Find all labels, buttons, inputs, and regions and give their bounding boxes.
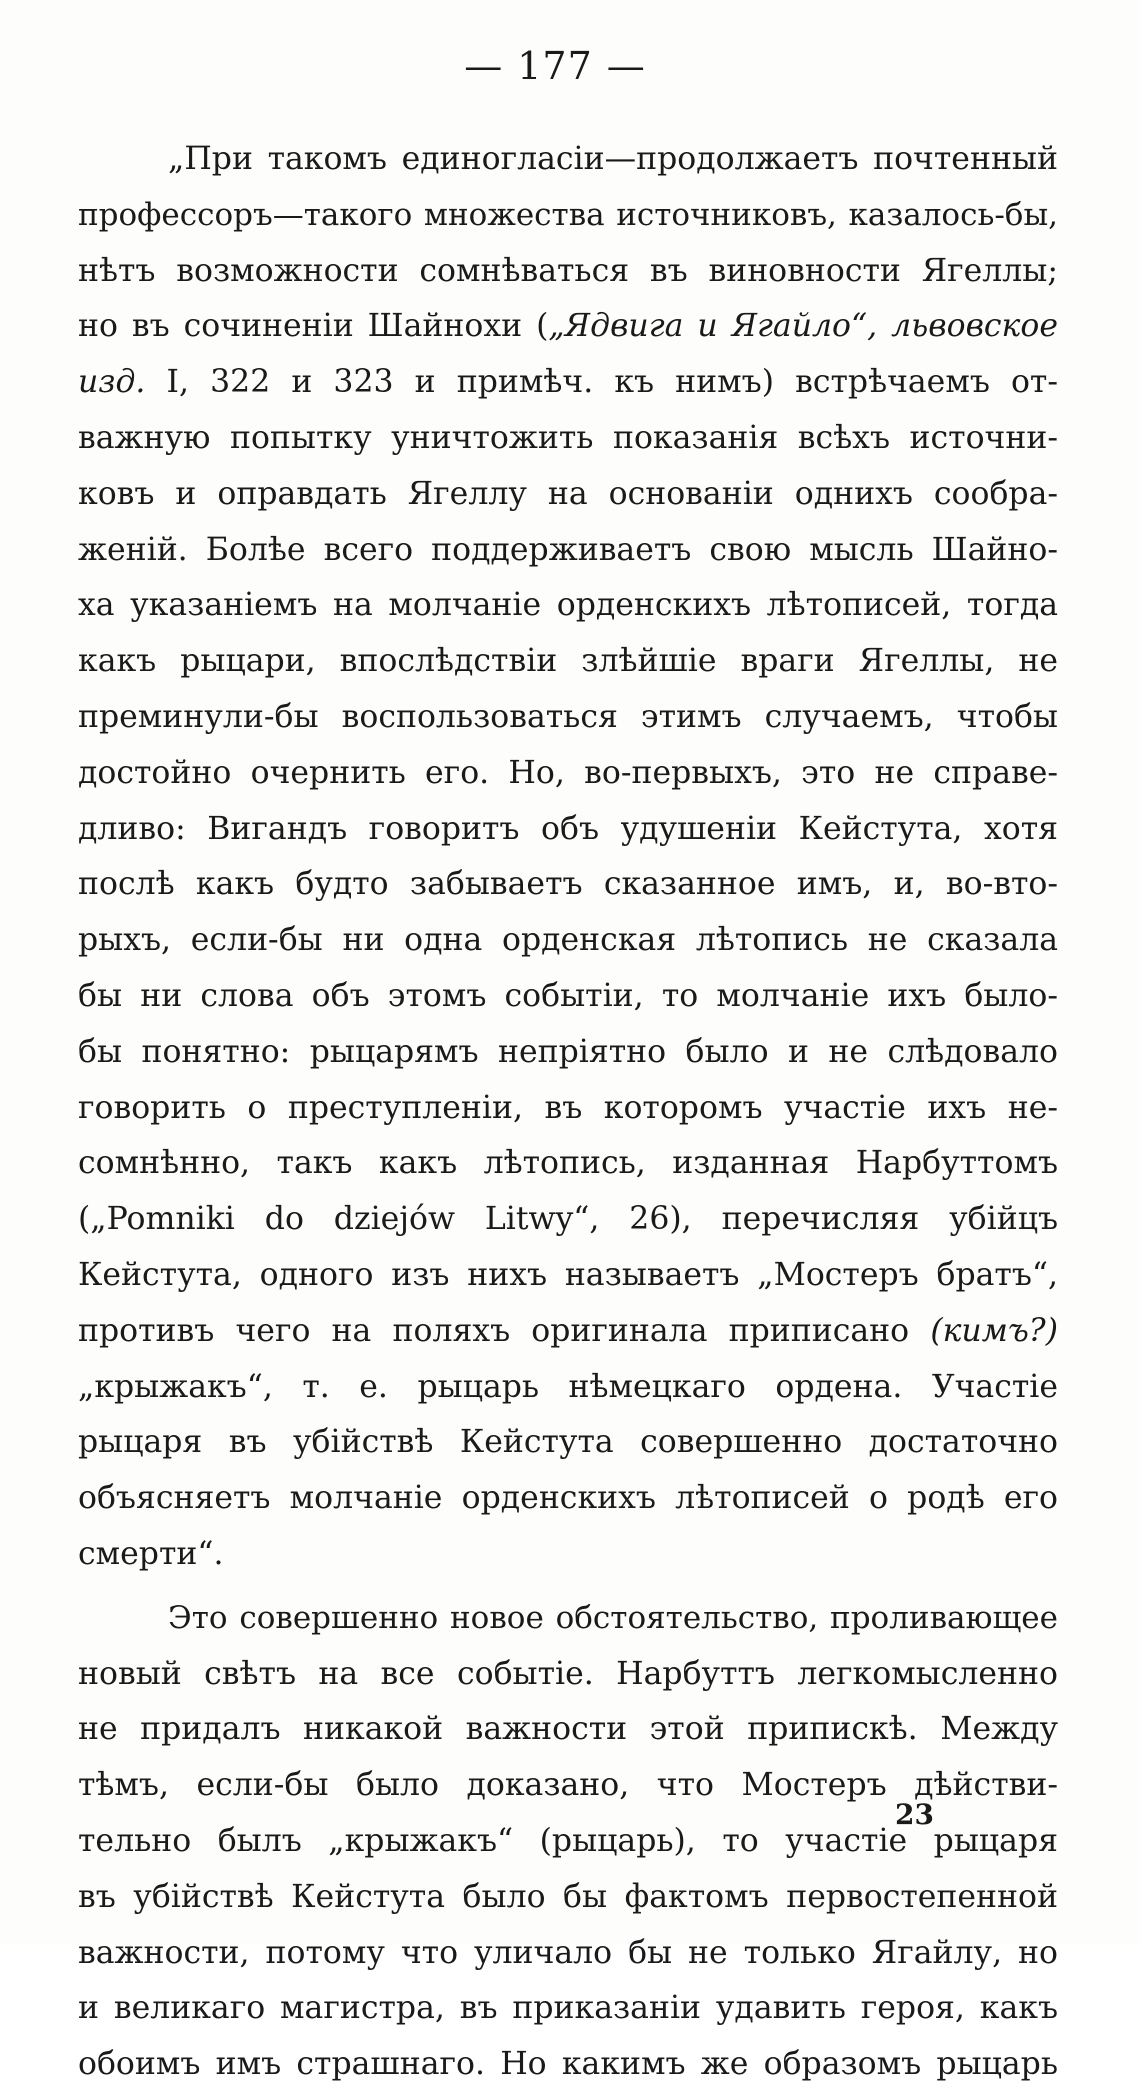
text-line: важную попытку уничтожить показанія всѣхъ источни- [78,419,1058,456]
italic-abbreviation: изд. [78,364,146,401]
text-line: Кейстута, одного изъ нихъ называетъ „Мостеръ братъ“, [78,1256,1058,1293]
text-line: послѣ какъ будто забываетъ сказанное имъ, и, во-вто- [78,866,1058,903]
text-line: важности, потому что уличало бы не только Ягайлу, но [78,1934,1058,1971]
text-segment: но въ сочиненіи Шайнохи ( [78,308,549,345]
printer-signature-mark: 23 [895,1798,934,1831]
page-number-dash-right: — [606,44,646,88]
page-number: 177 [517,44,593,88]
text-line: преминули-бы воспользоваться этимъ случаемъ, чтобы [78,698,1058,735]
text-line: бы понятно: рыцарямъ непріятно было и не слѣдовало [78,1033,1058,1070]
text-line [78,1304,1058,1360]
text-line [78,355,1058,411]
text-line: „При такомъ единогласіи—продолжаетъ почтенный [168,141,1058,177]
text-line: не придалъ никакой важности этой припискѣ. Между [78,1711,1058,1748]
text-segment: противъ чего на поляхъ оригинала приписано [78,1312,931,1349]
text-line: объясняетъ молчаніе орденскихъ лѣтописей о родѣ его [78,1480,1058,1517]
text-line: тельно былъ „крыжакъ“ (рыцарь), то участіе рыцаря [78,1822,1058,1859]
text-line: смерти“. [78,1535,224,1572]
page-number-dash-left: — [464,44,504,88]
text-line: рыцаря въ убійствѣ Кейстута совершенно достаточно [78,1424,1058,1461]
italic-book-title: „Ядвига и Ягайло“, львовское [548,308,1058,345]
text-line: ха указаніемъ на молчаніе орденскихъ лѣтописей, тогда [78,587,1058,624]
italic-annotation: (кимъ?) [930,1312,1058,1349]
text-line: сомнѣнно, такъ какъ лѣтопись, изданная Нарбуттомъ [78,1145,1058,1182]
text-line: профессоръ—такого множества источниковъ, казалось-бы, [78,196,1058,233]
text-line: тѣмъ, если-бы было доказано, что Мостеръ дѣйстви- [78,1767,1058,1804]
text-line [78,299,1058,355]
text-line: („Pomniki do dziejów Litwy“, 26), перечисляя убійцъ [78,1201,1058,1238]
text-line: говорить о преступленіи, въ которомъ участіе ихъ не- [78,1089,1058,1126]
text-line: достойно очернить его. Но, во-первыхъ, это не справе- [78,754,1058,791]
text-line: рыхъ, если-бы ни одна орденская лѣтопись не сказала [78,922,1058,959]
paragraph-gap [78,1583,1058,1591]
text-line: дливо: Вигандъ говоритъ объ удушеніи Кейстута, хотя [78,810,1058,847]
text-line: какъ рыцари, впослѣдствіи злѣйшіе враги Ягеллы, не [78,643,1058,680]
text-line: бы ни слова объ этомъ событіи, то молчаніе ихъ было- [78,977,1058,1014]
text-line: обоимъ имъ страшнаго. Но какимъ же образомъ рыцарь [78,2046,1058,2083]
text-segment: I, 322 и 323 и примѣч. къ нимъ) встрѣчаемъ от- [145,364,1058,401]
text-line: нѣтъ возможности сомнѣваться въ виновности Ягеллы; [78,252,1058,289]
text-line: женій. Болѣе всего поддерживаетъ свою мысль Шайно- [78,531,1058,568]
text-line: новый свѣтъ на все событіе. Нарбуттъ легкомысленно [78,1655,1058,1692]
text-line: въ убійствѣ Кейстута было бы фактомъ первостепенной [78,1878,1058,1915]
page-number-header [0,44,1110,88]
text-line: Это совершенно новое обстоятельство, проливающее [168,1599,1058,1636]
text-line: „крыжакъ“, т. е. рыцарь нѣмецкаго ордена. Участіе [78,1368,1058,1405]
text-line: и великаго магистра, въ приказаніи удавить героя, какъ [78,1990,1058,2027]
text-line: ковъ и оправдать Ягеллу на основаніи однихъ сообра- [78,475,1058,512]
